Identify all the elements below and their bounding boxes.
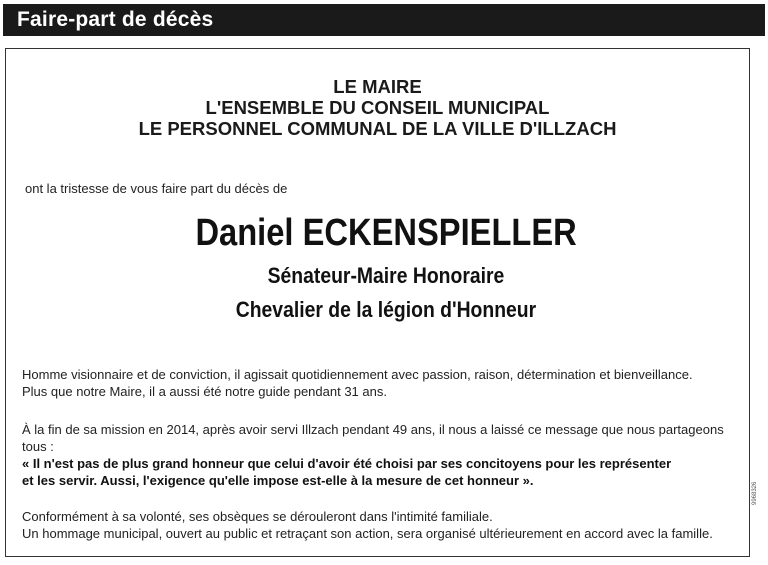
announcer-line: L'ENSEMBLE DU CONSEIL MUNICIPAL [205,97,550,118]
paragraph-line: À la fin de sa mission en 2014, après avoir servi Illzach pendant 49 ans, il nous a laissé ce message que nous partageons [22,422,724,437]
quote-line: « Il n'est pas de plus grand honneur que celui d'avoir été choisi par ses concitoyens pour les représenter [22,456,672,471]
section-header [3,4,765,36]
paragraph-tribute [22,366,747,400]
section-title: Faire-part de décès [17,8,214,31]
paragraph-line: Plus que notre Maire, il a aussi été notre guide pendant 31 ans. [22,384,387,399]
announcer-line: LE MAIRE [333,76,422,97]
paragraph-line: Un hommage municipal, ouvert au public et retraçant son action, sera organisé ultérieurement en accord avec la famille. [22,526,713,541]
deceased-name: Daniel ECKENSPIELLER [195,212,577,254]
paragraph-funeral [22,508,747,542]
announcer-line: LE PERSONNEL COMMUNAL DE LA VILLE D'ILLZACH [138,118,617,139]
deceased-title: Chevalier de la légion d'Honneur [235,297,537,322]
announcers-block [5,76,750,139]
paragraph-line: Conformément à sa volonté, ses obsèques se dérouleront dans l'intimité familiale. [22,509,493,524]
paragraph-line: tous : [22,439,54,454]
intro-text: ont la tristesse de vous faire part du décès de [25,181,288,196]
deceased-title: Sénateur-Maire Honoraire [267,263,505,288]
paragraph-message [22,421,747,489]
reference-code: 9968326 [752,481,758,505]
quote-line: et les servir. Aussi, l'exigence qu'elle impose est-elle à la mesure de cet honneur ». [22,473,534,488]
paragraph-line: Homme visionnaire et de conviction, il agissait quotidiennement avec passion, raison, détermination et bienveillance. [22,367,693,382]
